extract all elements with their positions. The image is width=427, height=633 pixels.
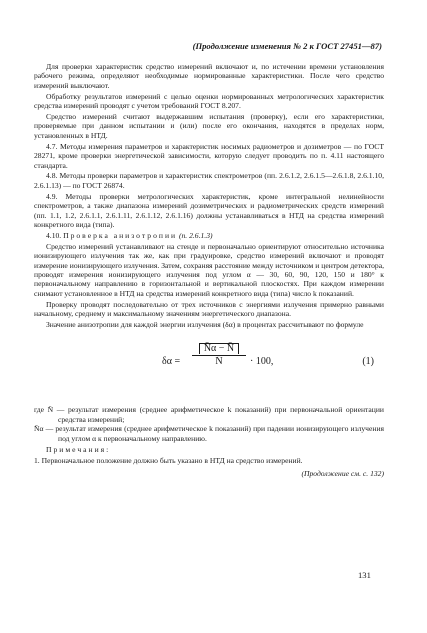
formula-multiplier: · 100, — [250, 356, 274, 368]
formula-fraction — [192, 343, 246, 366]
section-reference: (п. 2.6.1.3) — [178, 230, 213, 240]
section-title: Проверка анизотропии — [63, 230, 178, 240]
paragraph: Средство измерений считают выдержавшим испытания (проверку), если его характеристики, проверяемые при данном испытании и (или) после его окончания, находятся в пределах норм, установленных в НТД. — [34, 112, 384, 140]
definition: N̄α — результат измерения (среднее арифметическое k показаний) при падении ионизирующего излучения под углом α к первоначальному направлению. — [34, 424, 384, 443]
section-number: 4.10. — [46, 230, 62, 240]
paragraph: Средство измерений устанавливают на стенде и первоначально ориентируют относительно источника ионизирующего излучения так же, как при градуировке, средство измерений включают и проводят измерение ионизирующего излучения. Затем, сохраняя расстояние между источником и центром детектора, проводят измерения ионизирующего излучения под углом α — 30, 60, 90, 120, 150 и 180° к первоначальному направлению в горизонтальной и вертикальной плоскостях. При каждом измерении снимают установленное в НТД на средства измерений конкретного вида (типа) число k показаний. — [34, 241, 384, 298]
anisotropy-formula — [34, 339, 384, 399]
running-header: (Продолжение изменения № 2 к ГОСТ 27451—87) — [192, 41, 382, 51]
paragraph: Обработку результатов измерений с целью оценки нормированных метрологических характеристик средства измерений проводят с учетом требований ГОСТ 8.207. — [34, 91, 384, 111]
paragraph-4-9: 4.9. Методы проверки метрологических характеристик, кроме интегральной нелинейности спектрометров, а также диапазона измерений дозиметрических и радиометрических средств измерений (пп. 1.1, 1.2, 2.6.1.1, 2.6.1.11, 2.6.1.12, 2.6.1.16) должны устанавливаться в НТД на средства измерений конкретного вида (типа). — [34, 191, 384, 229]
document-body — [34, 62, 384, 486]
page-number: 131 — [358, 570, 371, 580]
note: 1. Первоначальное положение должно быть указано в НТД на средство измерений. — [34, 455, 303, 465]
paragraph-4-7: 4.7. Методы измерения параметров и характеристик носимых радиометров и дозиметров — по ГОСТ 28271, кроме проверки энергетической зависимости, которую следует проводить по п. 4.11 настоящего стандарта. — [34, 141, 384, 170]
equation-number: (1) — [362, 356, 374, 368]
formula-lhs: δα = — [162, 356, 181, 368]
notes-title: Примечания: — [46, 445, 111, 455]
paragraph: Значение анизотропии для каждой энергии излучения (δα) в процентах рассчитывают по формуле — [46, 320, 364, 330]
paragraph: Проверку проводят последовательно от трех источников с энергиями излучения примерно равными начальному, среднему и максимальному значениям энергетического диапазона. — [34, 299, 384, 319]
definition: где N̄ — результат измерения (среднее арифметическое k показаний) при первоначальной ориентации средства измерений; — [34, 405, 384, 424]
formula-denominator: N̄ — [215, 355, 223, 367]
formula-numerator: N̄α − N̄ — [199, 343, 239, 353]
paragraph-4-8: 4.8. Методы проверки параметров и характеристик спектрометров (пп. 2.6.1.2, 2.6.1.5—2.6.1.8, 2.6.1.10, 2.6.1.13) — по ГОСТ 26874. — [34, 171, 384, 190]
paragraph: Для проверки характеристик средство измерений включают и, по истечении времени установления рабочего режима, определяют необходимые нормированные характеристики. После чего средство измерений выключают. — [34, 62, 384, 90]
continuation-note: (Продолжение см. с. 132) — [301, 468, 384, 478]
section-4-10-heading — [34, 231, 384, 240]
